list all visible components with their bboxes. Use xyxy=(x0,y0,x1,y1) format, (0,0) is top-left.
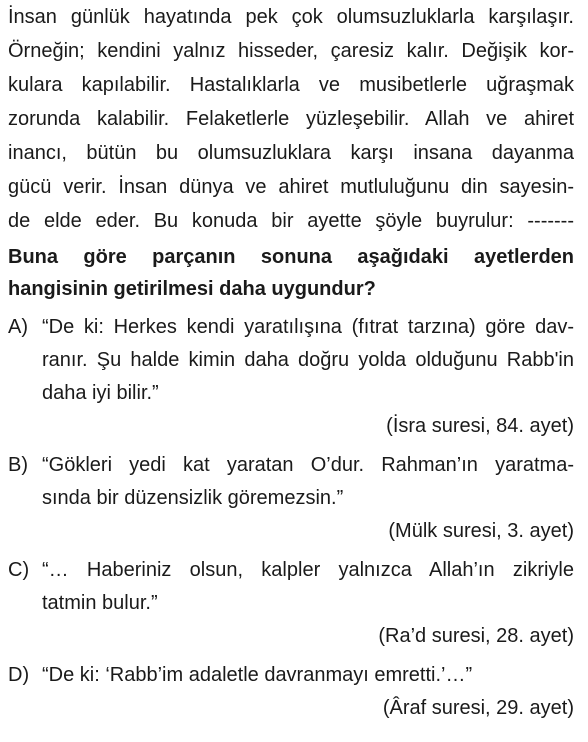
option-text-line: tatmin bulur.” xyxy=(42,592,158,614)
option-text-line: ranır. Şu halde kimin daha doğru yolda olduğunu Rabb'in xyxy=(42,349,574,371)
question-line: Buna göre parçanın sonuna aşağıdaki ayetlerden xyxy=(8,246,574,268)
passage-line: gücü verir. İnsan dünya ve ahiret mutluluğunu din sayesin- xyxy=(8,176,574,198)
passage-line: kulara kapılabilir. Hastalıklarla ve musibetlerle uğraşmak xyxy=(8,74,574,96)
option-letter: B) xyxy=(8,454,28,476)
option-source: (Mülk suresi, 3. ayet) xyxy=(388,520,574,542)
passage-line: Örneğin; kendini yalnız hisseder, çaresiz kalır. Değişik kor- xyxy=(8,40,574,62)
option-source: (İsra suresi, 84. ayet) xyxy=(386,415,574,437)
option-source: (Ra’d suresi, 28. ayet) xyxy=(378,625,574,647)
passage-line: inancı, bütün bu olumsuzluklara karşı insana dayanma xyxy=(8,142,574,164)
question-page xyxy=(8,0,574,725)
option-text-line: sında bir düzensizlik göremezsin.” xyxy=(42,487,344,509)
option-d[interactable] xyxy=(8,659,574,725)
option-source: (Âraf suresi, 29. ayet) xyxy=(382,697,574,719)
option-letter: A) xyxy=(8,316,28,338)
option-letter: D) xyxy=(8,664,30,686)
question-stem xyxy=(8,241,574,305)
option-c[interactable] xyxy=(8,554,574,653)
passage xyxy=(8,0,574,238)
option-text-line: “De ki: Herkes kendi yaratılışına (fıtrat tarzına) göre dav- xyxy=(42,316,574,338)
option-letter: C) xyxy=(8,559,30,581)
question-line: hangisinin getirilmesi daha uygundur? xyxy=(8,278,376,300)
passage-line: zorunda kalabilir. Felaketlerle yüzleşebilir. Allah ve ahiret xyxy=(8,108,574,130)
option-b[interactable] xyxy=(8,449,574,548)
option-text-line: “… Haberiniz olsun, kalpler yalnızca Allah’ın zikriyle xyxy=(42,559,574,581)
option-text-line: “Gökleri yedi kat yaratan O’dur. Rahman’ın yaratma- xyxy=(42,454,574,476)
option-text-line: “De ki: ‘Rabb’im adaletle davranmayı emretti.’…” xyxy=(42,664,473,686)
passage-line: de elde eder. Bu konuda bir ayette şöyle buyrulur: ------- xyxy=(8,210,574,232)
option-text-line: daha iyi bilir.” xyxy=(42,382,159,404)
option-a[interactable] xyxy=(8,311,574,443)
passage-line: İnsan günlük hayatında pek çok olumsuzluklarla karşılaşır. xyxy=(8,6,574,28)
